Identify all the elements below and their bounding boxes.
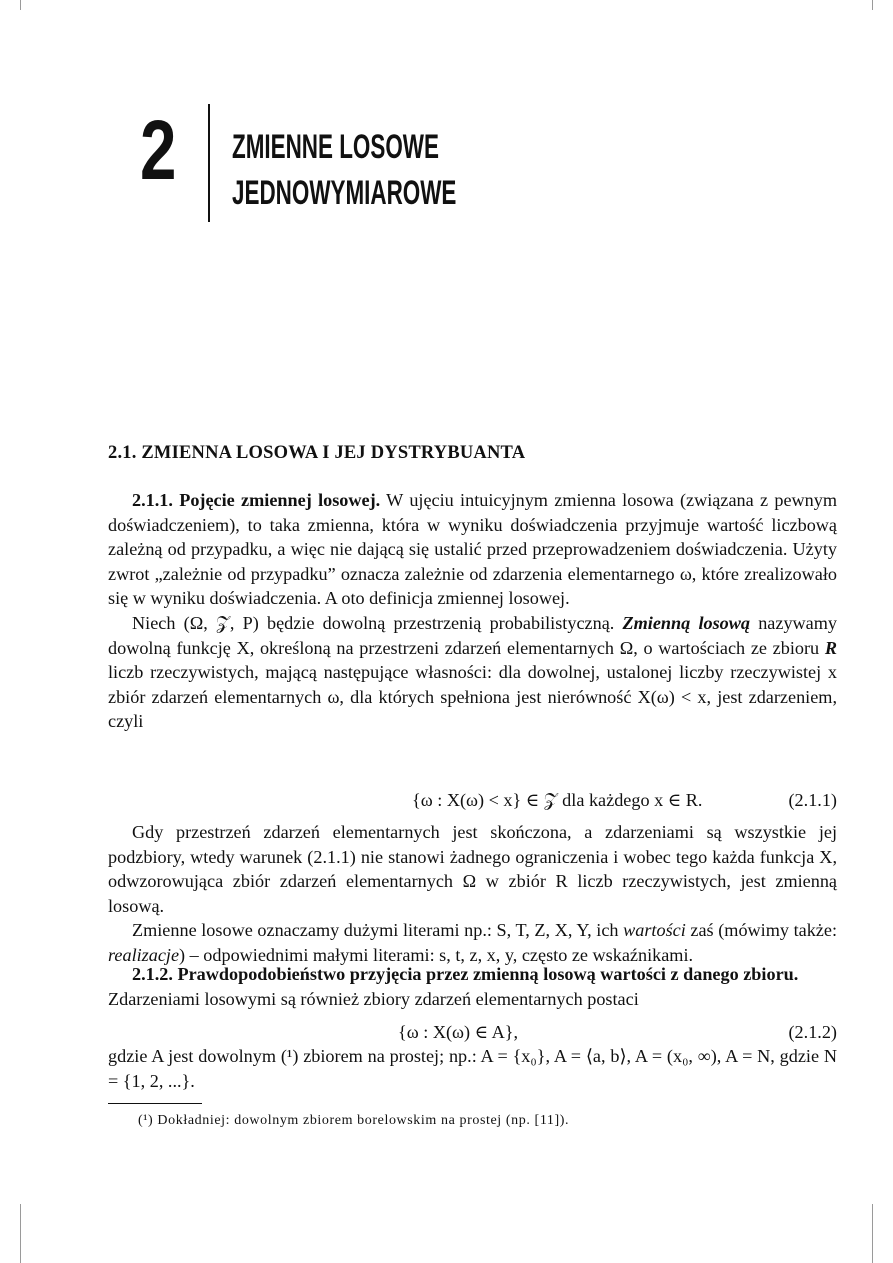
crop-mark-top-left [20, 0, 21, 10]
defined-term: Zmienną losową [622, 612, 750, 633]
emphasized-term: realizacje [108, 944, 180, 965]
subsection-2-1-1-body-cont [108, 820, 837, 968]
footnote-rule [108, 1103, 202, 1104]
chapter-divider [208, 104, 210, 222]
paragraph-examples: gdzie A jest dowolnym (¹) zbiorem na prostej; np.: A = {x₀}, A = ⟨a, b⟩, A = (x₀, ∞), A = N, gdzie N = {1, 2, ...}. [108, 1046, 837, 1091]
subsection-heading-2-1-1: 2.1.1. Pojęcie zmiennej losowej. [132, 490, 381, 510]
paragraph-notation [108, 918, 837, 967]
paragraph-text: zaś (mówimy także: [685, 920, 837, 941]
paragraph-text: nazywamy dowolną funkcję X, określoną na przestrzeni zdarzeń elementarnych Ω, o wartościach ze zbioru [108, 612, 837, 658]
paragraph-definition [108, 611, 837, 734]
paragraph-intro [108, 962, 837, 987]
crop-mark-top-right [872, 0, 873, 10]
subsection-2-1-1-body [108, 488, 837, 734]
emphasized-term: wartości [623, 920, 686, 941]
paragraph-text: Niech (Ω, 𝒵, P) będzie dowolną przestrzenią probabilistyczną. [132, 612, 623, 633]
crop-mark-bottom-left [20, 1204, 21, 1263]
section-title: 2.1. ZMIENNA LOSOWA I JEJ DYSTRYBUANTA [108, 443, 526, 463]
formula-expression: {ω : X(ω) < x} ∈ 𝒵 dla każdego x ∈ R. [412, 790, 703, 810]
chapter-number: 2 [140, 103, 175, 197]
paragraph-text: W ujęciu intuicyjnym zmienna losowa (związana z pewnym doświadczeniem), to taka zmienna, która w wyniku doświadczenia przyjmuje wartość liczbową zależną od przypadku, a więc nie dającą się ustalić przed przeprowadzeniem doświadczenia. Użyty zwrot „zależnie od przypadku” oznacza zależnie od zdarzenia elementarnego ω, które zrealizowało się w wyniku doświadczenia. A oto definicja zmiennej losowej. [108, 490, 837, 609]
paragraph-text: liczb rzeczywistych, mającą następujące własności: dla dowolnej, ustalonej liczby rzeczywistej x zbiór zdarzeń elementarnych ω, dla których spełniona jest nierówność X(ω) < x, jest zdarzeniem, czyli [108, 662, 837, 732]
subsection-2-1-2-body [108, 962, 837, 1011]
formula-number: (2.1.2) [788, 1022, 837, 1042]
subsection-2-1-2-body-cont [108, 1044, 837, 1093]
crop-mark-bottom-right [872, 1204, 873, 1263]
chapter-title-line-2: JEDNOWYMIAROWE [232, 174, 457, 212]
chapter-title [232, 124, 456, 216]
paragraph-text: ) – odpowiednimi małymi literami: s, t, z, x, y, często ze wskaźnikami. [179, 944, 694, 965]
math-symbol-R: R [824, 637, 837, 658]
paragraph-intro [108, 488, 837, 611]
formula-expression: {ω : X(ω) ∈ A}, [398, 1022, 519, 1042]
subsection-heading-2-1-2: 2.1.2. Prawdopodobieństwo przyjęcia przez zmienną losową wartości z danego zbioru. [132, 964, 799, 984]
footnote: (¹) Dokładniej: dowolnym zbiorem borelowskim na prostej (np. [11]). [138, 1113, 570, 1128]
paragraph-text: Zmienne losowe oznaczamy dużymi literami np.: S, T, Z, X, Y, ich [132, 920, 624, 941]
paragraph-text: Zdarzeniami losowymi są również zbiory zdarzeń elementarnych postaci [108, 988, 639, 1009]
formula-number: (2.1.1) [788, 790, 837, 810]
chapter-title-line-1: ZMIENNE LOSOWE [232, 128, 439, 166]
paragraph-finite-space: Gdy przestrzeń zdarzeń elementarnych jest skończona, a zdarzeniami są wszystkie jej podzbiory, wtedy warunek (2.1.1) nie stanowi żadnego ograniczenia i wobec tego każda funkcja X, odwzorowująca zbiór zdarzeń elementarnych Ω w zbiór R liczb rzeczywistych, jest zmienną losową. [108, 822, 837, 916]
